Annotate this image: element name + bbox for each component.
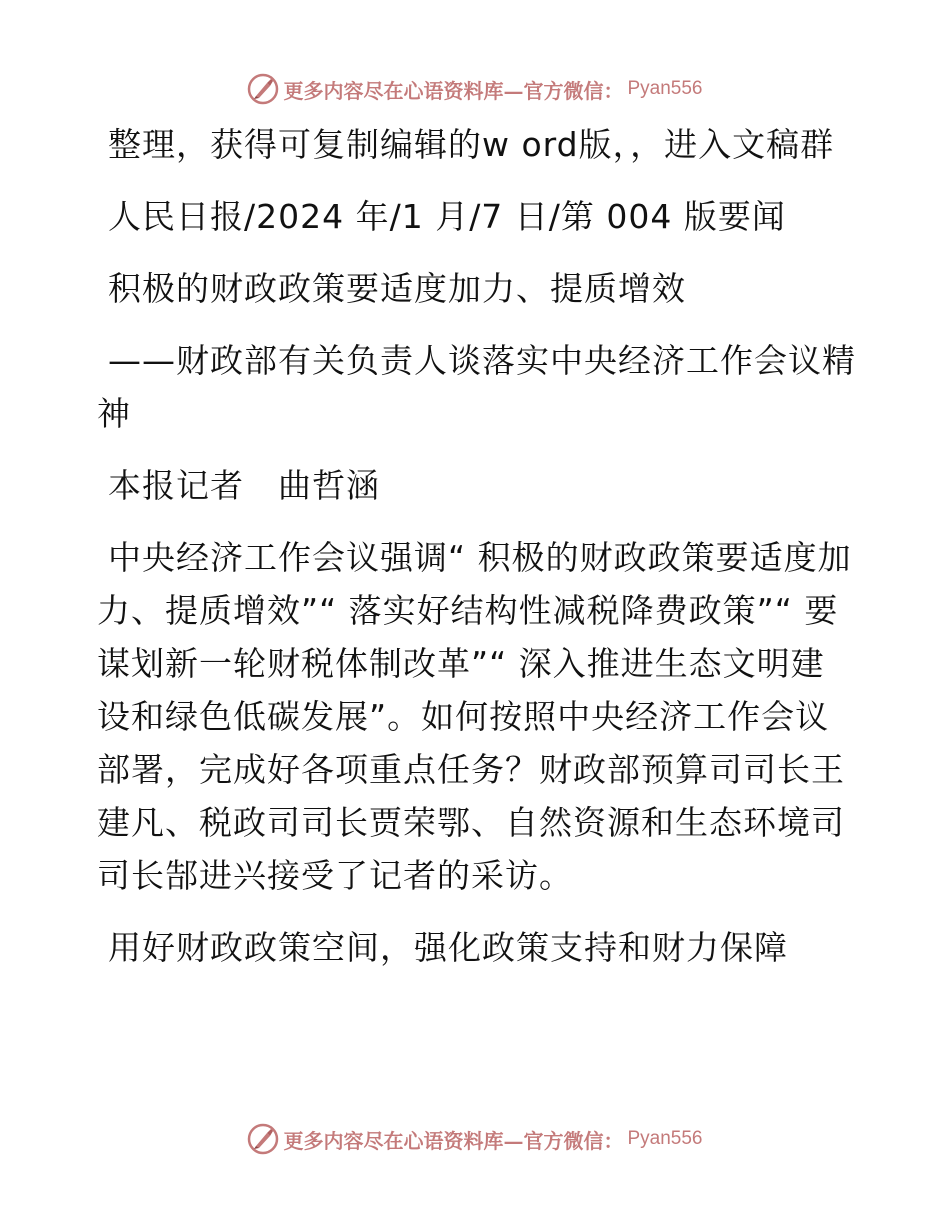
article-subtitle: ——财政部有关负责人谈落实中央经济工作会议精神 bbox=[97, 341, 856, 433]
watermark-text: 更多内容尽在心语资料库—官方微信： bbox=[283, 78, 624, 103]
body-paragraph: 中央经济工作会议强调“ 积极的财政政策要适度加力、提质增效”“ 落实好结构性减税降费政策”“ 要谋划新一轮财税体制改革”“ 深入推进生态文明建设和绿色低碳发展”。如何按照中央经济工作会议部署，完成好各项重点任务？财政部预算司司长王建凡、税政司司长贾荣鄂、自然资源和生态环境司司长郜进兴接受了记者的采访。 bbox=[97, 538, 852, 895]
pen-logo-icon bbox=[247, 73, 279, 105]
byline: 本报记者 曲哲涵 bbox=[108, 466, 380, 505]
source-line: 人民日报/2024 年/1 月/7 日/第 004 版要闻 bbox=[108, 197, 786, 236]
header-watermark bbox=[0, 69, 950, 109]
watermark-content bbox=[247, 73, 702, 105]
watermark-text: 更多内容尽在心语资料库—官方微信： bbox=[283, 1128, 624, 1153]
watermark-content bbox=[247, 1123, 702, 1155]
watermark-handle: Pyan556 bbox=[627, 78, 703, 99]
footer-watermark bbox=[0, 1119, 950, 1159]
document-body bbox=[97, 118, 857, 993]
article-title: 积极的财政政策要适度加力、提质增效 bbox=[108, 269, 686, 308]
watermark-handle: Pyan556 bbox=[627, 1128, 703, 1149]
section-heading: 用好财政政策空间，强化政策支持和财力保障 bbox=[108, 928, 788, 967]
intro-note: 整理，获得可复制编辑的w ord版，，进入文稿群 bbox=[108, 125, 835, 164]
pen-logo-icon bbox=[247, 1123, 279, 1155]
